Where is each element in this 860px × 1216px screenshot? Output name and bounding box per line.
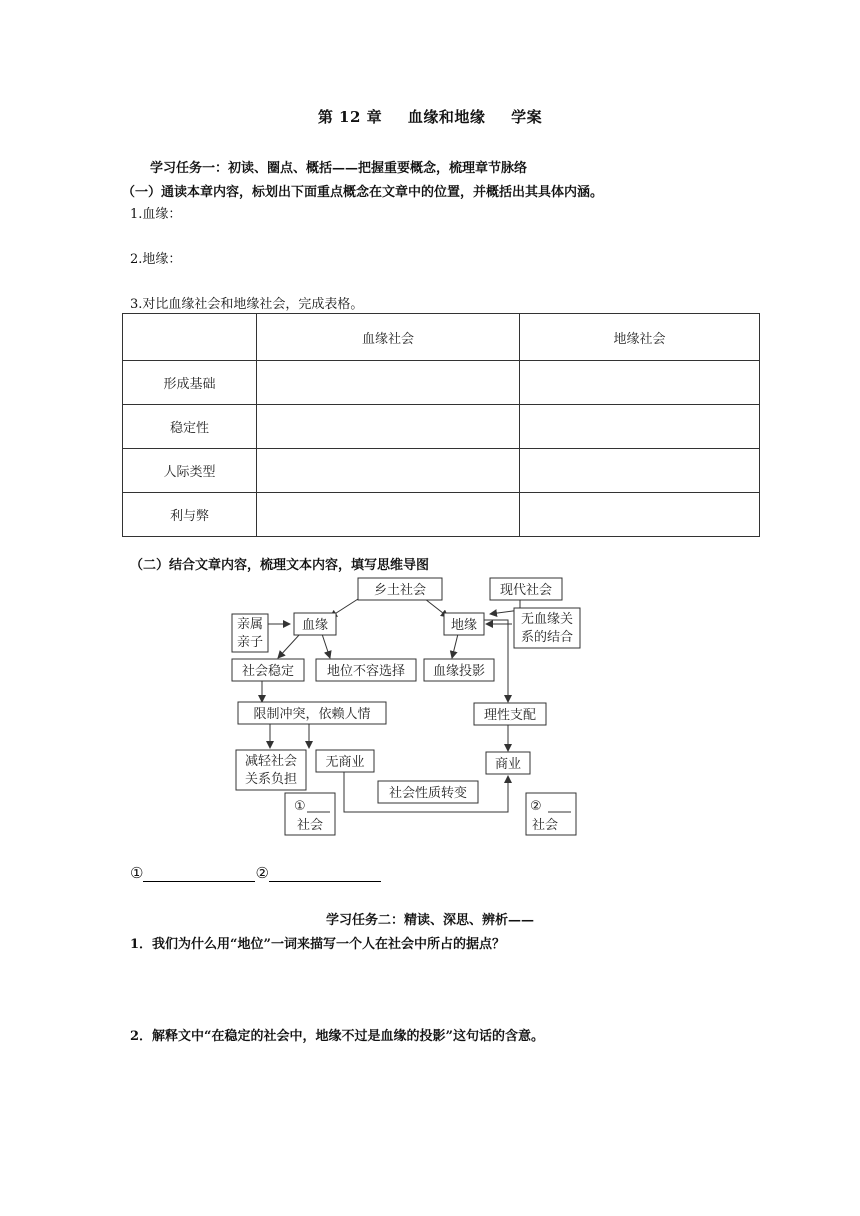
table-row-label: 稳定性 xyxy=(123,405,257,449)
box-qinshu xyxy=(232,614,268,652)
table-row-label: 利与弊 xyxy=(123,493,257,537)
task1-part1: （一）通读本章内容，标划出下面重点概念在文章中的位置，并概括出其具体内涵。 xyxy=(122,185,604,200)
title-suffix: 学案 xyxy=(511,108,543,126)
box-diyuan xyxy=(444,613,484,635)
answer-1-line[interactable] xyxy=(143,867,255,882)
box-diwei xyxy=(316,659,416,681)
answer-blanks xyxy=(130,864,381,882)
svg-text:无血缘关: 无血缘关 xyxy=(520,612,574,627)
arrow-xueyuan-wending xyxy=(278,634,300,658)
title-name: 血缘和地缘 xyxy=(407,108,486,126)
box-xiangtu xyxy=(358,578,442,600)
svg-text:社会: 社会 xyxy=(296,818,324,833)
arrow-diyuan-touying xyxy=(452,634,458,658)
question-diyuan: 2.地缘： xyxy=(130,252,182,267)
task2-heading: 学习任务二：精读、深思、辨析—— xyxy=(325,913,534,928)
box-touying xyxy=(424,659,494,681)
box-lixing xyxy=(474,703,546,725)
box-wushangye xyxy=(316,750,374,772)
box-wending xyxy=(232,659,304,681)
svg-text:①: ① xyxy=(294,799,306,814)
svg-text:社会性质转变: 社会性质转变 xyxy=(388,786,468,801)
table-row-label: 人际类型 xyxy=(123,449,257,493)
svg-text:②: ② xyxy=(530,799,542,814)
svg-text:理性支配: 理性支配 xyxy=(483,708,537,723)
svg-text:减轻社会: 减轻社会 xyxy=(244,754,298,769)
svg-text:亲属: 亲属 xyxy=(236,617,264,632)
box-blank1 xyxy=(285,793,335,835)
box-xueyuan xyxy=(294,613,336,635)
answer-1-number: ① xyxy=(130,864,144,882)
svg-text:地缘: 地缘 xyxy=(450,618,478,633)
answer-2-line[interactable] xyxy=(269,867,381,882)
box-zhuanbian xyxy=(378,781,478,803)
svg-text:地位不容选择: 地位不容选择 xyxy=(326,664,406,679)
svg-text:无商业: 无商业 xyxy=(325,755,365,770)
task1-heading: 学习任务一：初读、圈点、概括——把握重要概念，梳理章节脉络 xyxy=(150,161,528,176)
svg-text:现代社会: 现代社会 xyxy=(499,583,553,598)
box-shangye xyxy=(486,752,530,774)
table-header-cell: 血缘社会 xyxy=(257,314,520,361)
svg-text:乡土社会: 乡土社会 xyxy=(373,583,427,598)
question-xueyuan: 1.血缘： xyxy=(130,207,182,222)
box-xiandai xyxy=(490,578,562,600)
svg-text:关系负担: 关系负担 xyxy=(244,772,298,787)
box-blank2 xyxy=(526,793,576,835)
answer-2-number: ② xyxy=(255,864,269,882)
svg-text:商业: 商业 xyxy=(494,757,522,772)
svg-text:社会稳定: 社会稳定 xyxy=(241,664,295,679)
svg-text:限制冲突，依赖人情: 限制冲突，依赖人情 xyxy=(253,707,371,722)
svg-text:血缘: 血缘 xyxy=(301,618,329,633)
svg-text:亲子: 亲子 xyxy=(236,635,264,650)
svg-text:血缘投影: 血缘投影 xyxy=(432,664,486,679)
svg-text:系的结合: 系的结合 xyxy=(520,630,574,645)
svg-text:社会: 社会 xyxy=(531,818,559,833)
box-xianzhi xyxy=(238,702,386,724)
table-row-label: 形成基础 xyxy=(123,361,257,405)
task1-part2: （二）结合文章内容，梳理文本内容，填写思维导图 xyxy=(130,558,430,573)
arrow-xueyuan-diwei xyxy=(322,634,330,658)
box-jianqing xyxy=(236,750,306,790)
task2-question-2: 2．解释文中“在稳定的社会中，地缘不过是血缘的投影”这句话的含意。 xyxy=(130,1029,545,1044)
question-compare: 3.对比血缘社会和地缘社会，完成表格。 xyxy=(130,297,364,312)
box-wuxue xyxy=(514,608,580,648)
task2-question-1: 1．我们为什么用“地位”一词来描写一个人在社会中所占的据点？ xyxy=(130,937,506,952)
title-chapter: 第 12 章 xyxy=(317,108,383,126)
table-header-cell: 地缘社会 xyxy=(520,314,760,361)
